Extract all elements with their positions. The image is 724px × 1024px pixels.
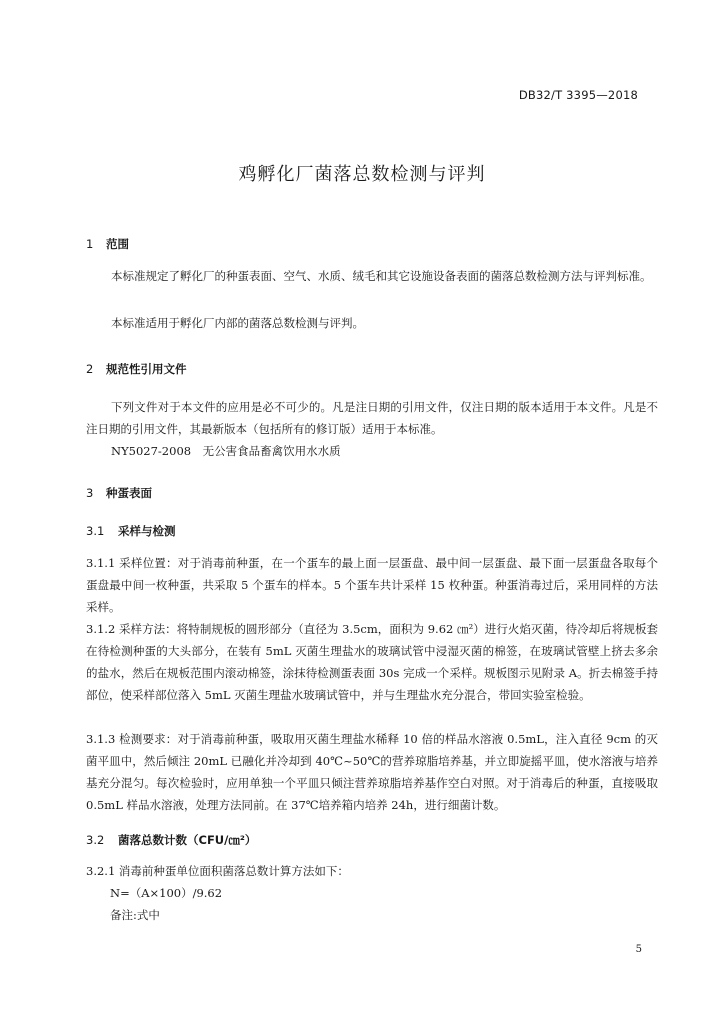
section-3-1-title: 采样与检测: [118, 524, 176, 538]
section-1-paragraph-2: 本标准适用于孵化厂内部的菌落总数检测与评判。: [111, 316, 364, 330]
formula-note: 备注:式中: [110, 908, 160, 922]
section-1-paragraph-1: 本标准规定了孵化厂的种蛋表面、空气、水质、绒毛和其它设施设备表面的菌落总数检测方法与评判标准。: [111, 269, 652, 283]
clause-3-1-3: 3.1.3 检测要求：对于消毒前种蛋，吸取用灭菌生理盐水稀释 10 倍的样品水溶液 0.5mL，注入直径 9cm 的灭菌平皿中，然后倾注 20mL 已融化并冷却到 40℃~50℃的营养琼脂培养基，并立即旋摇平皿，使水溶液与培养基充分混匀。每次检验时，应用单独一个平皿只倾注营养琼脂培养基作空白对照。对于消毒后的种蛋，直接吸取 0.5mL 样品水溶液，处理方法同前。在 37℃培养箱内培养 24h，进行细菌计数。: [86, 732, 658, 812]
section-3-2-title: 菌落总数计数（CFU/㎝²）: [118, 833, 257, 847]
formula: N=（A×100）/9.62: [110, 886, 223, 900]
section-3-2-heading: [86, 832, 256, 848]
section-2-heading: [86, 361, 187, 377]
normative-reference: NY5027-2008 无公害食品畜禽饮用水水质: [111, 444, 341, 458]
section-1-title: 范围: [106, 237, 129, 251]
section-2-paragraph: 下列文件对于本文件的应用是必不可少的。凡是注日期的引用文件，仅注日期的版本适用于本文件。凡是不注日期的引用文件，其最新版本（包括所有的修订版）适用于本标准。: [86, 400, 658, 436]
section-3-2-number: 3.2: [86, 833, 105, 847]
section-3-number: 3: [86, 486, 94, 500]
section-3-1-heading: [86, 523, 176, 539]
section-1-number: 1: [86, 237, 94, 251]
standard-code: DB32/T 3395—2018: [518, 88, 638, 102]
section-3-1-number: 3.1: [86, 524, 105, 538]
clause-3-1-1: 3.1.1 采样位置：对于消毒前种蛋，在一个蛋车的最上面一层蛋盘、最中间一层蛋盘、最下面一层蛋盘各取每个蛋盘最中间一枚种蛋，共采取 5 个蛋车的样本。5 个蛋车共计采样 15 枚种蛋。种蛋消毒过后，采用同样的方法采样。: [86, 556, 658, 614]
section-3-title: 种蛋表面: [106, 486, 152, 500]
section-2-number: 2: [86, 362, 94, 376]
section-1-heading: [86, 236, 129, 252]
section-2-title: 规范性引用文件: [106, 362, 187, 376]
section-3-heading: [86, 485, 152, 501]
clause-3-2-1: 3.2.1 消毒前种蛋单位面积菌落总数计算方法如下：: [86, 864, 349, 878]
page-title: 鸡孵化厂菌落总数检测与评判: [238, 164, 486, 185]
clause-3-1-2: 3.1.2 采样方法：将特制规板的圆形部分（直径为 3.5cm，面积为 9.62 ㎝²）进行火焰灭菌，待冷却后将规板套在待检测种蛋的大头部分，在装有 5mL 灭菌生理盐水的玻璃试管中浸湿灭菌的棉签，在玻璃试管壁上挤去多余的盐水，然后在规板范围内滚动棉签，涂抹待检测蛋表面 30s 完成一个采样。规板图示见附录 A。折去棉签手持部位，使采样部位落入 5mL 灭菌生理盐水玻璃试管中，并与生理盐水充分混合，带回实验室检验。: [86, 622, 658, 702]
page-number: 5: [635, 944, 642, 955]
